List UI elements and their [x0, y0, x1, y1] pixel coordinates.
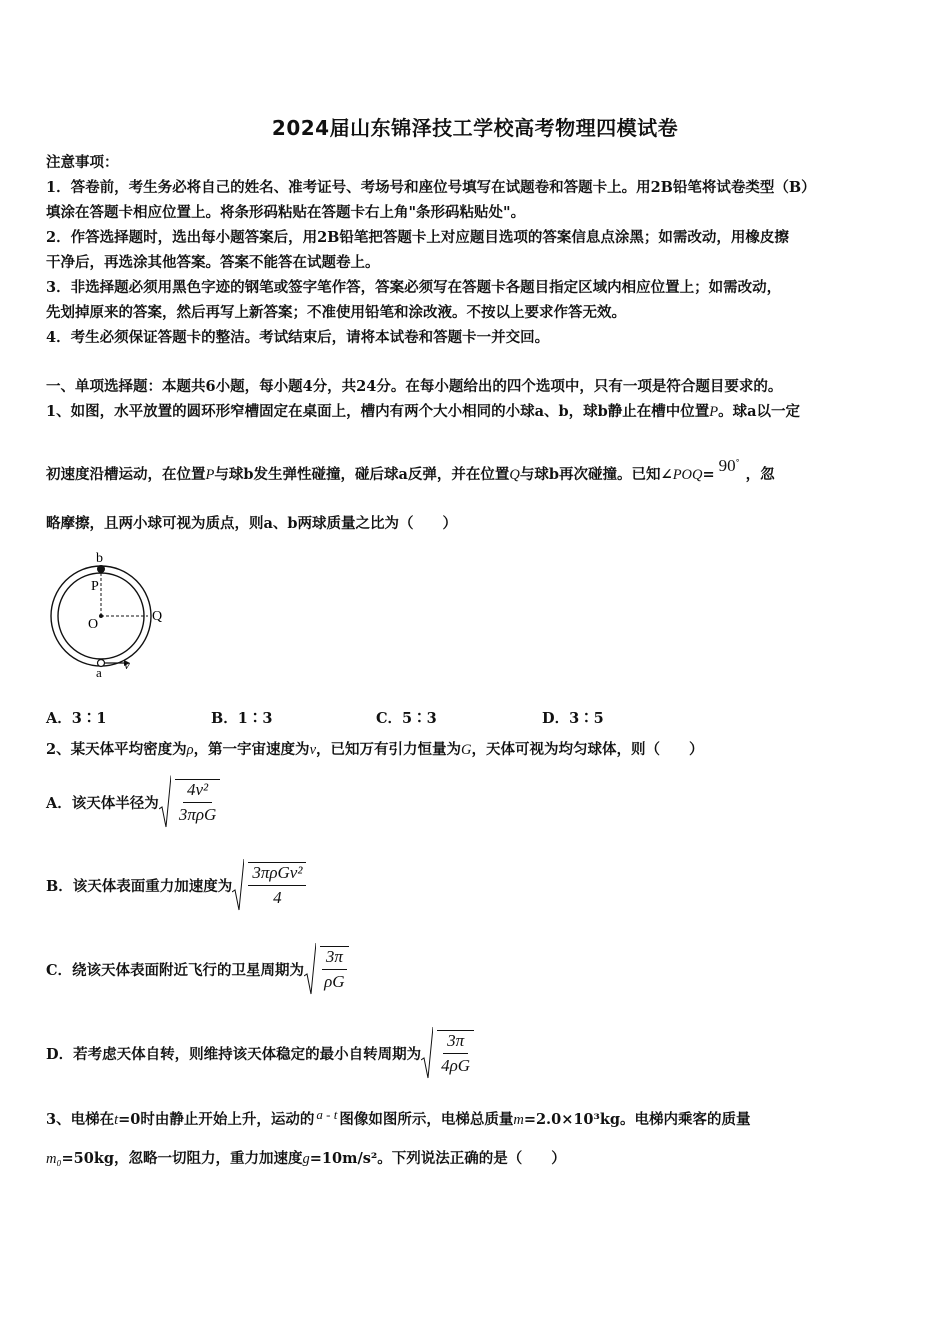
notice-heading: 注意事项：: [46, 154, 119, 171]
q2-var-rho: ρ: [186, 742, 194, 758]
numerator: 3π: [443, 1031, 468, 1054]
ball-b: [97, 565, 105, 573]
notice-line: 干净后，再选涂其他答案。答案不能答在试题卷上。: [46, 254, 380, 271]
numerator: 4v²: [183, 780, 212, 803]
q1-var-p: P: [709, 404, 719, 420]
q1-var-p: P: [205, 467, 215, 483]
q3-var-m0: m₀: [46, 1151, 62, 1167]
q3-text: 图像如图所示，电梯总质量: [339, 1111, 514, 1128]
q3-at-graph: a - t: [316, 1107, 338, 1122]
label-p: P: [91, 579, 99, 594]
q1-text: 初速度沿槽运动，在位置: [46, 466, 206, 483]
q1-option-b[interactable]: B．1∶3: [211, 710, 273, 727]
q1-text: 1、如图，水平放置的圆环形窄槽固定在桌面上，槽内有两个大小相同的小球a、b，球b静止在槽中位置: [46, 403, 710, 420]
q1-text: ，忽: [745, 466, 775, 483]
q1-angle-degree: °: [735, 458, 740, 467]
fraction: [320, 946, 348, 992]
denominator: ρG: [324, 972, 345, 991]
q1-text: 与球b再次碰撞。已知∠: [519, 466, 673, 483]
q2-option-a[interactable]: [46, 775, 220, 829]
sqrt-expression: [421, 1026, 474, 1080]
sqrt-expression: [304, 942, 349, 996]
label-b: b: [96, 551, 103, 566]
q2-text: 2、某天体平均密度为: [46, 741, 187, 758]
q1-var-poq: POQ: [672, 467, 703, 483]
q1-line3: 略摩擦，且两小球可视为质点，则a、b两球质量之比为（ ）: [46, 515, 458, 532]
q2-stem: [46, 740, 703, 760]
center-o: [99, 614, 103, 618]
q2-text: ，已知万有引力恒量为: [316, 741, 461, 758]
q1-option-a[interactable]: A．3∶1: [46, 710, 107, 727]
q2-text: ，第一宇宙速度为: [193, 741, 310, 758]
q2-var-v: v: [309, 742, 316, 758]
q1-text: 与球b发生弹性碰撞，碰后球a反弹，并在位置: [214, 466, 510, 483]
q2-var-g: G: [461, 742, 472, 758]
notice-line: 1．答卷前，考生务必将自己的姓名、准考证号、考场号和座位号填写在试题卷和答题卡上。用2B铅笔将试卷类型（B）: [46, 179, 816, 196]
fraction: [248, 862, 306, 908]
q1-line1: [46, 402, 800, 422]
label-q: Q: [152, 609, 163, 624]
sqrt-expression: [159, 775, 221, 829]
fraction: [175, 779, 220, 825]
q2-option-c[interactable]: [46, 942, 349, 996]
q3-text: 3、电梯在: [46, 1111, 115, 1128]
q1-text: =: [702, 466, 715, 483]
q1-var-q: Q: [509, 467, 520, 483]
q3-var-m: m: [513, 1112, 524, 1128]
denominator: 3πρG: [178, 805, 217, 824]
q3-line2: [46, 1149, 566, 1169]
q1-option-c[interactable]: C．5∶3: [376, 710, 437, 727]
q1-line2: [46, 456, 775, 487]
notice-line: 3．非选择题必须用黑色字迹的钢笔或签字笔作答，答案必须写在答题卡各题目指定区域内相应位置上；如需改动，: [46, 279, 782, 296]
sqrt-expression: [232, 858, 306, 912]
q2-option-text: B．该天体表面重力加速度为: [46, 877, 233, 895]
q3-text: =10m/s²。下列说法正确的是（ ）: [309, 1150, 566, 1167]
q2-option-d[interactable]: [46, 1026, 474, 1080]
q2-option-text: D．若考虑天体自转，则维持该天体稳定的最小自转周期为: [46, 1045, 422, 1063]
radical-sign: [304, 942, 316, 996]
q3-text: =0时由静止开始上升，运动的: [118, 1111, 315, 1128]
q2-option-text: A．该天体半径为: [46, 794, 159, 812]
q3-text: =2.0×10³kg。电梯内乘客的质量: [523, 1111, 751, 1128]
numerator: 3πρGv²: [248, 863, 306, 886]
q3-var-t: t: [114, 1112, 119, 1128]
notice-line: 2．作答选择题时，选出每小题答案后，用2B铅笔把答题卡上对应题目选项的答案信息点涂黑；如需改动，用橡皮擦: [46, 229, 789, 246]
notice-line: 先划掉原来的答案，然后再写上新答案；不准使用铅笔和涂改液。不按以上要求作答无效。: [46, 304, 626, 321]
q2-option-b[interactable]: [46, 858, 306, 912]
radical-sign: [232, 858, 244, 912]
q2-option-text: C．绕该天体表面附近飞行的卫星周期为: [46, 961, 305, 979]
denominator: 4ρG: [441, 1056, 471, 1075]
page-title: 2024届山东锦泽技工学校高考物理四模试卷: [271, 116, 679, 140]
q1-option-d[interactable]: D．3∶5: [542, 710, 604, 727]
radical-sign: [159, 775, 171, 829]
fraction: [437, 1030, 474, 1076]
numerator: 3π: [322, 947, 347, 970]
denominator: 4: [273, 888, 282, 907]
notice-line: 填涂在答题卡相应位置上。将条形码粘贴在答题卡右上角"条形码粘贴处"。: [46, 204, 526, 221]
section-heading: 一、单项选择题：本题共6小题，每小题4分，共24分。在每小题给出的四个选项中，只有一项是符合题目要求的。: [46, 378, 783, 395]
notice-line: 4．考生必须保证答题卡的整洁。考试结束后，请将本试卷和答题卡一并交回。: [46, 329, 550, 346]
q1-text: 。球a以一定: [718, 403, 801, 420]
q3-var-g: g: [302, 1151, 310, 1167]
q3-line1: [46, 1107, 751, 1130]
label-v: v: [124, 657, 130, 672]
label-a: a: [96, 665, 102, 680]
q3-text: =50kg，忽略一切阻力，重力加速度: [61, 1150, 303, 1167]
radical-sign: [421, 1026, 433, 1080]
ring-groove-figure: [44, 546, 184, 682]
label-o: O: [88, 617, 99, 632]
q2-text: ，天体可视为均匀球体，则（ ）: [471, 741, 704, 758]
q1-angle-value: 90: [718, 456, 736, 475]
